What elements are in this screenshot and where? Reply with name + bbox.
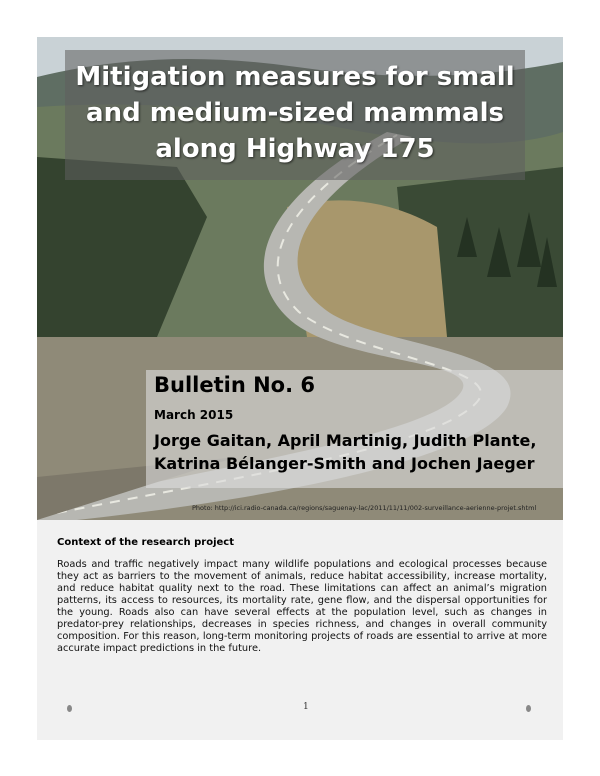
photo-credit: Photo: http://ici.radio-canada.ca/regions/saguenay-lac/2011/11/11/002-surveillance-aerienne-projet.shtml (192, 504, 537, 512)
page-number: 1 (303, 702, 309, 712)
authors: Jorge Gaitan, April Martinig, Judith Plante, Katrina Bélanger-Smith and Jochen Jaeger (154, 431, 537, 473)
document-title: Mitigation measures for small and medium-sized mammals along Highway 175 (75, 62, 515, 164)
section-heading: Context of the research project (57, 537, 235, 548)
bulletin-date: March 2015 (154, 408, 234, 422)
footer-left-bullet-icon (67, 705, 72, 712)
section-body: Roads and traffic negatively impact many wildlife populations and ecological processes because they act as barriers to the movement of animals, reduce habitat accessibility, increase mortality, and reduce habitat quality next to the road. These limitations can affect an animal’s migration patterns, its access to resources, its mortality rate, gene flow, and the dispersal opportunities for the young. Roads also can have several effects at the population level, such as changes in predator-prey relationships, decreases in species richness, and changes in overall community composition. For this reason, long-term monitoring projects of roads are essential to arrive at more accurate impact predictions in the future. (57, 559, 547, 654)
cover-photo-area (37, 37, 563, 520)
footer-right-bullet-icon (526, 705, 531, 712)
document-page (37, 37, 563, 740)
bulletin-number: Bulletin No. 6 (154, 373, 315, 397)
